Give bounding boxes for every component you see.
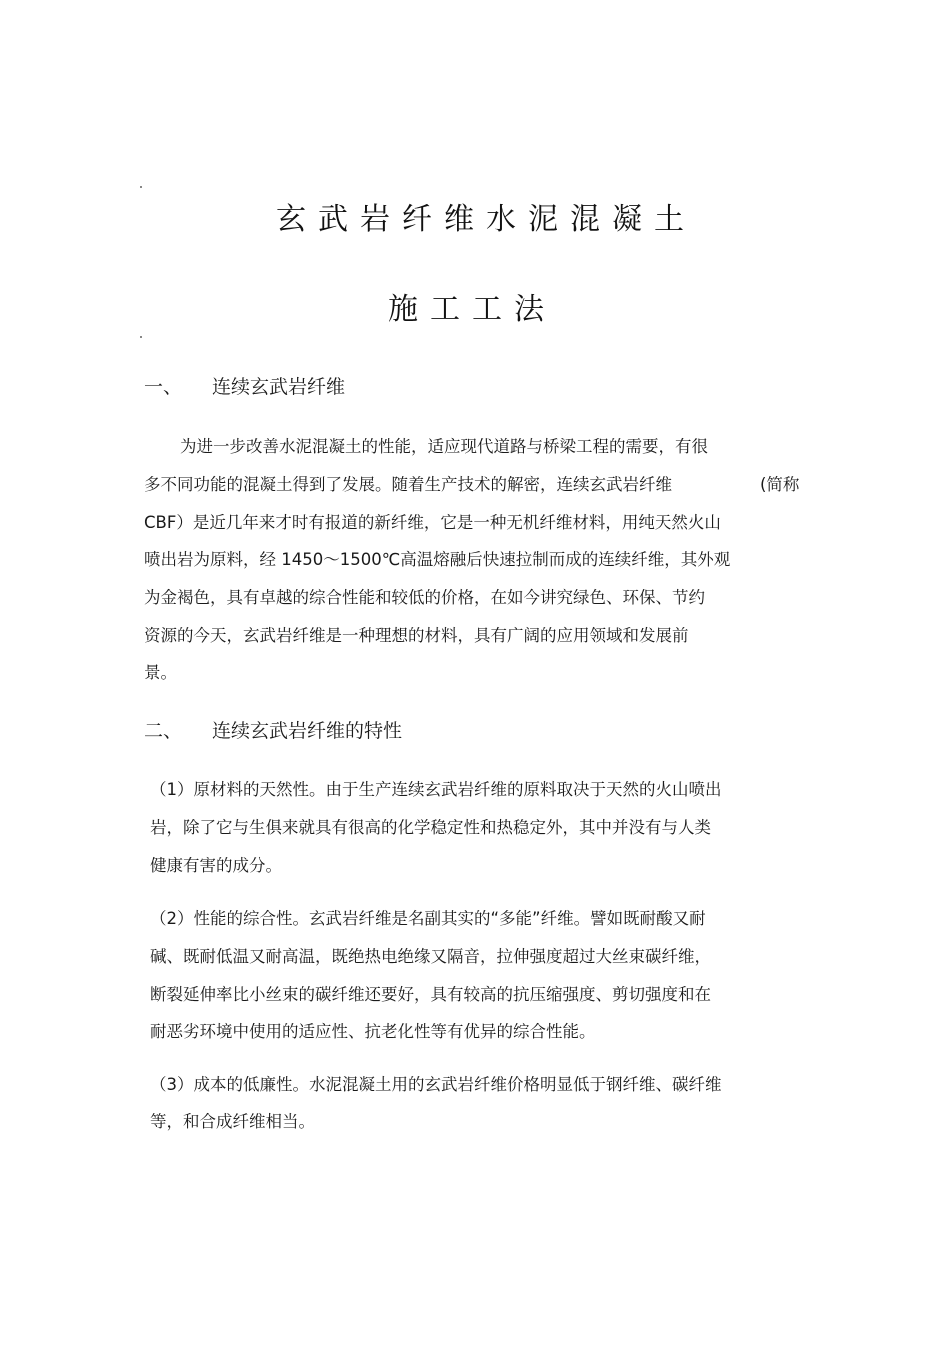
paragraph-line: 资源的今天，玄武岩纤维是一种理想的材料，具有广阔的应用领域和发展前 <box>144 626 689 645</box>
paragraph-line: CBF）是近几年来才时有报道的新纤维，它是一种无机纤维材料，用纯天然火山 <box>144 513 721 532</box>
paragraph-line: 为进一步改善水泥混凝土的性能，适应现代道路与桥梁工程的需要，有很 <box>180 437 708 456</box>
paragraph-line: 多不同功能的混凝土得到了发展。随着生产技术的解密，连续玄武岩纤维 <box>144 475 672 494</box>
paragraph-line: (简称 <box>760 475 800 494</box>
paragraph-line: 喷出岩为原料，经 1450～1500℃高温熔融后快速拉制而成的连续纤维，其外观 <box>144 550 731 569</box>
paragraph-line: 碱、既耐低温又耐高温，既绝热电绝缘又隔音，拉伸强度超过大丝束碳纤维， <box>150 947 711 966</box>
section-2-heading <box>144 716 402 743</box>
paragraph-line: 健康有害的成分。 <box>150 856 282 875</box>
section-1-number: 一、 <box>144 376 183 398</box>
paragraph-line: （3）成本的低廉性。水泥混凝土用的玄武岩纤维价格明显低于钢纤维、碳纤维 <box>150 1075 722 1094</box>
scan-mark <box>140 186 142 188</box>
section-2-title: 连续玄武岩纤维的特性 <box>212 720 403 742</box>
paragraph-line: 岩，除了它与生俱来就具有很高的化学稳定性和热稳定外，其中并没有与人类 <box>150 818 711 837</box>
document-subtitle: 施工工法 <box>388 292 556 327</box>
document-title: 玄武岩纤维水泥混凝土 <box>276 202 696 237</box>
paragraph-line: （1）原材料的天然性。由于生产连续玄武岩纤维的原料取决于天然的火山喷出 <box>150 780 722 799</box>
paragraph-line: 景。 <box>144 663 177 682</box>
paragraph-line: 耐恶劣环境中使用的适应性、抗老化性等有优异的综合性能。 <box>150 1022 596 1041</box>
section-1-title: 连续玄武岩纤维 <box>212 376 346 398</box>
section-2-number: 二、 <box>144 720 183 742</box>
paragraph-line: 为金褐色，具有卓越的综合性能和较低的价格，在如今讲究绿色、环保、节约 <box>144 588 705 607</box>
scan-mark <box>140 336 142 338</box>
paragraph-line: 等，和合成纤维相当。 <box>150 1112 315 1131</box>
section-1-heading <box>144 372 345 399</box>
paragraph-line: 断裂延伸率比小丝束的碳纤维还要好，具有较高的抗压缩强度、剪切强度和在 <box>150 985 711 1004</box>
paragraph-line: （2）性能的综合性。玄武岩纤维是名副其实的“多能”纤维。譬如既耐酸又耐 <box>150 909 706 928</box>
